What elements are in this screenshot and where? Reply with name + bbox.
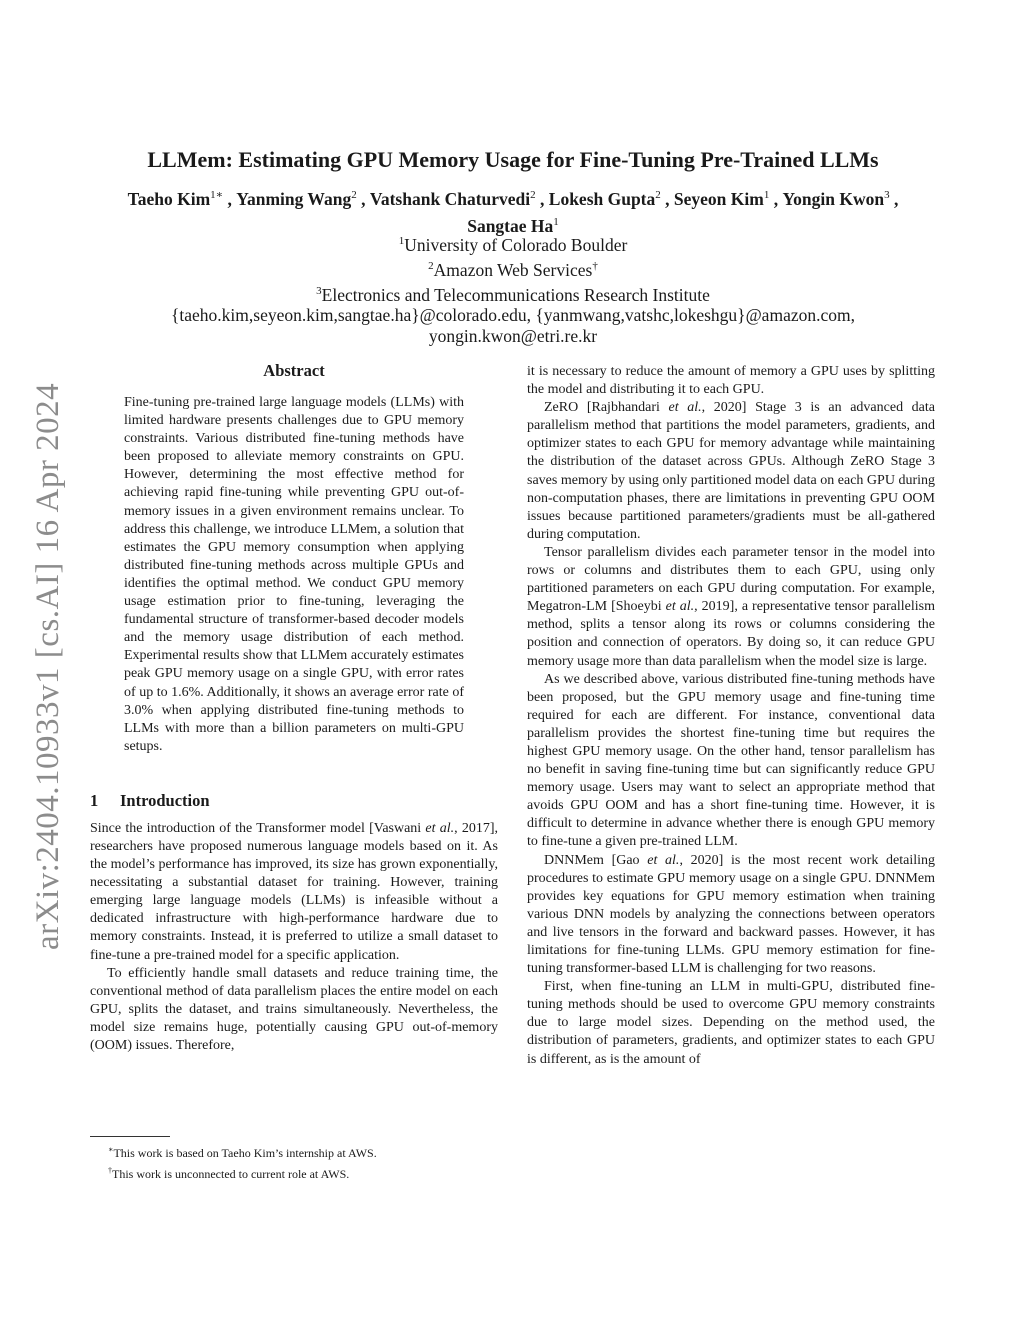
- author: Sangtae Ha$^1$: [467, 215, 559, 236]
- body-paragraph: First, when fine-tuning an LLM in multi-GPU, distributed fine-tuning methods should be used to overcome GPU memory constraints due to large model sizes. Depending on the method used, the distribution of parameters, gradients, and optimizer states to each GPU is different, as is the amount of: [527, 979, 935, 1067]
- left-column: [90, 360, 498, 1055]
- footnote: ∗This work is based on Taeho Kim’s internship at AWS.: [108, 1145, 377, 1160]
- body-paragraph: it is necessary to reduce the amount of memory a GPU uses by splitting the model and distributing it to each GPU.: [527, 364, 935, 398]
- author: Seyeon Kim$^1$ ,: [673, 188, 783, 209]
- email-line: {taeho.kim,seyeon.kim,sangtae.ha}@colorado.edu, {yanmwang,vatshc,lokeshgu}@amazon.com,: [171, 305, 855, 326]
- author: Yongin Kwon$^3$ ,: [782, 188, 899, 209]
- section-heading-introduction: [90, 790, 498, 812]
- right-column: [527, 363, 935, 1069]
- body-paragraph: As we described above, various distributed fine-tuning methods have been proposed, but the GPU memory usage and fine-tuning time required for each are different. For instance, conventional data parallelism provides the shortest fine-tuning time but requires the highest GPU memory usage. On the other hand, tensor parallelism has no benefit in saving fine-tuning time but can significantly reduce GPU memory usage. Users may want to select an appropriate method that avoids GPU OOM and has a short fine-tuning time. However, it is difficult to determine in advance whether there is enough GPU memory to fine-tune a given pre-trained LLM.: [527, 671, 935, 850]
- affiliations: [90, 231, 936, 347]
- author: Vatshank Chaturvedi$^2$ ,: [369, 188, 549, 209]
- email-line: yongin.kwon@etri.re.kr: [428, 326, 598, 347]
- section-number: 1: [90, 790, 99, 810]
- intro-paragraph: To efficiently handle small datasets and reduce training time, the conventional method of data parallelism places the entire model on each GPU, splits the dataset, and trains simultaneously. Nevertheless, the model size remains huge, potentially causing GPU out-of-memory (OOM) issues. Therefore,: [90, 965, 498, 1053]
- author: Lokesh Gupta$^2$ ,: [548, 188, 674, 209]
- author-list: [90, 184, 936, 238]
- footnotes: [90, 1141, 498, 1183]
- footnote-rule: [90, 1136, 170, 1137]
- body-paragraph: Tensor parallelism divides each parameter tensor in the model into rows or columns and distributes them to each GPU, using only partitioned parameters on each GPU during computation. For example, Megatron-LM [Shoeybi et al., 2019], a representative tensor parallelism method, splits a tensor along its rows or columns considering the position and connection of operators. By doing so, it can reduce GPU memory usage more than data parallelism when the model size is large.: [527, 544, 935, 669]
- body-paragraph: ZeRO [Rajbhandari et al., 2020] Stage 3 is an advanced data parallelism method that partitions the model parameters, gradients, and optimizer states to each GPU for memory advantage while maintaining the distribution of the dataset across GPUs. Although ZeRO Stage 3 saves memory by using only partitioned model data on each GPU during non-computation phases, there are limitations in preventing GPU OOM issues because partitioned parameters/gradients must be all-gathered during computation.: [527, 400, 936, 542]
- author: Yanming Wang$^2$ ,: [236, 188, 370, 209]
- footnote: †This work is unconnected to current role at AWS.: [108, 1166, 350, 1181]
- section-title: Introduction: [120, 790, 210, 810]
- author: Taeho Kim$^{1∗}$ ,: [127, 188, 237, 209]
- paper-title: LLMem: Estimating GPU Memory Usage for Fine-Tuning Pre-Trained LLMs: [147, 147, 879, 172]
- body-paragraph: DNNMem [Gao et al., 2020] is the most recent work detailing procedures to estimate GPU memory usage on a single GPU. DNNMem provides key equations for GPU memory estimation when training various DNN models by analyzing the connections between operators and live tensors in the forward and backward passes. However, it has limitations for fine-tuning LLMs. GPU memory estimation for fine-tuning transformer-based LLM is challenging for two reasons.: [527, 852, 936, 977]
- intro-paragraph: Since the introduction of the Transformer model [Vaswani et al., 2017], researchers have proposed numerous language models based on it. As the model’s performance has improved, its size has grown exponentially, necessitating a substantial dataset for training. However, training emerging large language models (LLMs) is infeasible without a dedicated infrastructure with high-performance hardware due to memory constraints. Instead, it is preferred to utilize a small dataset to fine-tune a pre-trained model for a specific application.: [90, 820, 498, 963]
- abstract-heading: Abstract: [263, 361, 325, 380]
- affiliation: $^1$University of Colorado Boulder: [398, 234, 628, 255]
- affiliation: $^2$Amazon Web Services†: [428, 259, 598, 280]
- arxiv-identifier-stamp: arXiv:2404.10933v1 [cs.AI] 16 Apr 2024: [30, 382, 66, 950]
- affiliation: $^3$Electronics and Telecommunications Research Institute: [316, 284, 710, 305]
- abstract-body: Fine-tuning pre-trained large language models (LLMs) with limited hardware presents challenges due to GPU memory constraints. Various distributed fine-tuning methods have been proposed to alleviate memory constraints on GPU. However, determining the most effective method for achieving rapid fine-tuning while preventing GPU out-of-memory issues in a given environment remains unclear. To address this challenge, we introduce LLMem, a solution that estimates the GPU memory consumption when applying distributed fine-tuning methods across multiple GPUs and identifies the optimal method. We conduct GPU memory usage estimation prior to fine-tuning, leveraging the fundamental structure of transformer-based decoder models and the memory usage distribution of each method. Experimental results show that LLMem accurately estimates peak GPU memory usage on a single GPU, with error rates of up to 1.6%. Additionally, it shows an average error rate of 3.0% when applying distributed fine-tuning methods to LLMs with more than a billion parameters on multi-GPU setups.: [124, 395, 464, 754]
